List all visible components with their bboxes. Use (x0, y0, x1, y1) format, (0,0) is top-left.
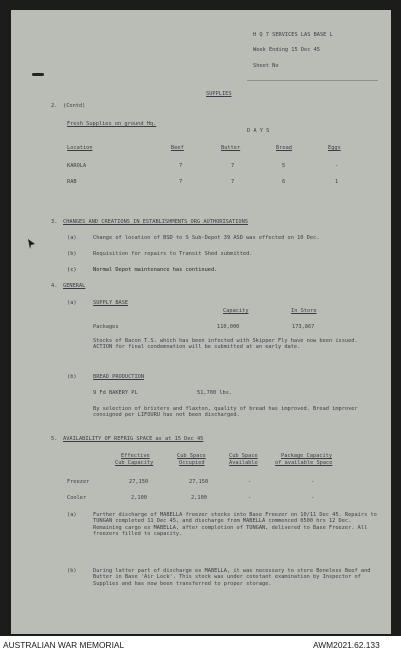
col-package-1: Package Capacity (281, 453, 333, 459)
table-row-1-beef: 7 (179, 163, 183, 169)
footer-accession: AWM2021.62.133 (313, 640, 380, 650)
table-row-1-eggs: - (335, 163, 339, 169)
col-location: Location (67, 145, 93, 151)
item-5a-label: (a) (67, 512, 77, 518)
table-row-2-beef: 7 (179, 179, 183, 185)
section-3-title: CHANGES AND CREATIONS IN ESTABLISHMENTS ORG AUTHORISATIONS (63, 219, 248, 225)
col-package-2: of available Space (275, 460, 333, 466)
col-capacity: Capacity (223, 308, 249, 314)
cooler-effective: 2,100 (131, 495, 147, 501)
cooler-label: Cooler (67, 495, 87, 501)
week-ending: Week Ending 15 Dec 45 (253, 47, 320, 53)
item-3c-label: (c) (67, 267, 77, 273)
unit-header: H Q 7 SERVICES LAS BASE L (253, 32, 333, 38)
paragraph-4b: By selection of bristers and flaxton, quality of bread has improved. Bread improver consigned per LIFOURU has not been discharged. (93, 406, 358, 419)
col-butter: Butter (221, 145, 241, 151)
punch-mark (32, 73, 44, 76)
heading-supplies: SUPPLIES (206, 91, 232, 97)
freezer-occupied: 27,150 (189, 479, 209, 485)
section-2-sub: (Contd) (63, 103, 86, 109)
item-4b-title: BREAD PRODUCTION (93, 374, 145, 380)
section-3-number: 3. (51, 219, 58, 225)
table-row-2-butter: 7 (231, 179, 235, 185)
pin-mark-icon (27, 238, 36, 250)
table-row-2-eggs: 1 (335, 179, 339, 185)
col-bread: Bread (276, 145, 292, 151)
section-2-title: Fresh Supplies on ground Hq. (67, 121, 157, 127)
document-page (11, 10, 391, 634)
col-eggs: Eggs (328, 145, 341, 151)
item-5b-label: (b) (67, 568, 77, 574)
table-row-1-butter: 7 (231, 163, 235, 169)
table-row-1-location: KAROLA (67, 163, 87, 169)
header-rule (247, 80, 378, 81)
col-occupied-2: Occupied (179, 460, 205, 466)
paragraph-5a: Further discharge of MABELLA freezer stocks into Base Freezer on 10/11 Dec 45. Repairs to TUNGAN completed 11 Dec 45, and discharge from MABELLA commenced 0500 hrs 12 Dec. Remaining cargo ex MABELLA, after completion of TUNGAN, delivered to Base Freezer. All freezers filled to capacity. (93, 512, 377, 538)
table-row-2-bread: 6 (282, 179, 286, 185)
paragraph-4a: Stocks of Bacon T.S. which has been infected with Skipper Fly have now been issued. ACTION for final condemnation will be submitted at an early date. (93, 338, 358, 351)
item-4a-title: SUPPLY BASE (93, 300, 129, 306)
cooler-occupied: 2,100 (191, 495, 207, 501)
bakery-label: 9 Fd BAKERY PL (93, 390, 138, 396)
col-available-2: Available (229, 460, 258, 466)
item-3b-label: (b) (67, 251, 77, 257)
section-5-number: 5. (51, 436, 58, 442)
cooler-available: - (248, 495, 252, 501)
item-4a-label: (a) (67, 300, 77, 306)
freezer-label: Freezer (67, 479, 90, 485)
freezer-effective: 27,150 (129, 479, 149, 485)
section-5-title: AVAILABILITY OF REFRIG SPACE as at 15 Dec 45 (63, 436, 204, 442)
section-2-number: 2. (51, 103, 58, 109)
col-occupied-1: Cub Space (177, 453, 206, 459)
table-row-2-location: RAB (67, 179, 77, 185)
freezer-package: - (311, 479, 315, 485)
item-3c-text: Normal Depot maintenance has continued. (93, 267, 218, 273)
section-4-title: GENERAL (63, 283, 86, 289)
packages-capacity: 110,000 (217, 324, 240, 330)
cooler-package: - (311, 495, 315, 501)
item-3a-label: (a) (67, 235, 77, 241)
packages-in-store: 173,867 (292, 324, 315, 330)
days-header: D A Y S (247, 128, 270, 134)
item-3a-text: Change of location of BSD to S Sub-Depot 39 ASD was effected on 10 Dec. (93, 235, 320, 241)
section-4-number: 4. (51, 283, 58, 289)
item-4b-label: (b) (67, 374, 77, 380)
col-in-store: In Store (291, 308, 317, 314)
sheet-number: Sheet No (253, 63, 279, 69)
packages-label: Packages (93, 324, 119, 330)
freezer-available: - (248, 479, 252, 485)
table-row-1-bread: 5 (282, 163, 286, 169)
col-available-1: Cub Space (229, 453, 258, 459)
item-3b-text: Requisition for repairs to Transit Shed submitted. (93, 251, 253, 257)
footer-source: AUSTRALIAN WAR MEMORIAL (3, 640, 125, 650)
bakery-value: 51,700 lbs. (197, 390, 233, 396)
col-effective-2: Cub Capacity (115, 460, 154, 466)
paragraph-5b: During latter part of discharge ex MABELLA, it was necessary to store Boneless Beef and Butter in Base 'Air Lock'. This stock was under constant examination by Inspector of Supplies and has now been transferred to proper storage. (93, 568, 371, 587)
col-effective-1: Effective (121, 453, 150, 459)
col-beef: Beef (171, 145, 184, 151)
